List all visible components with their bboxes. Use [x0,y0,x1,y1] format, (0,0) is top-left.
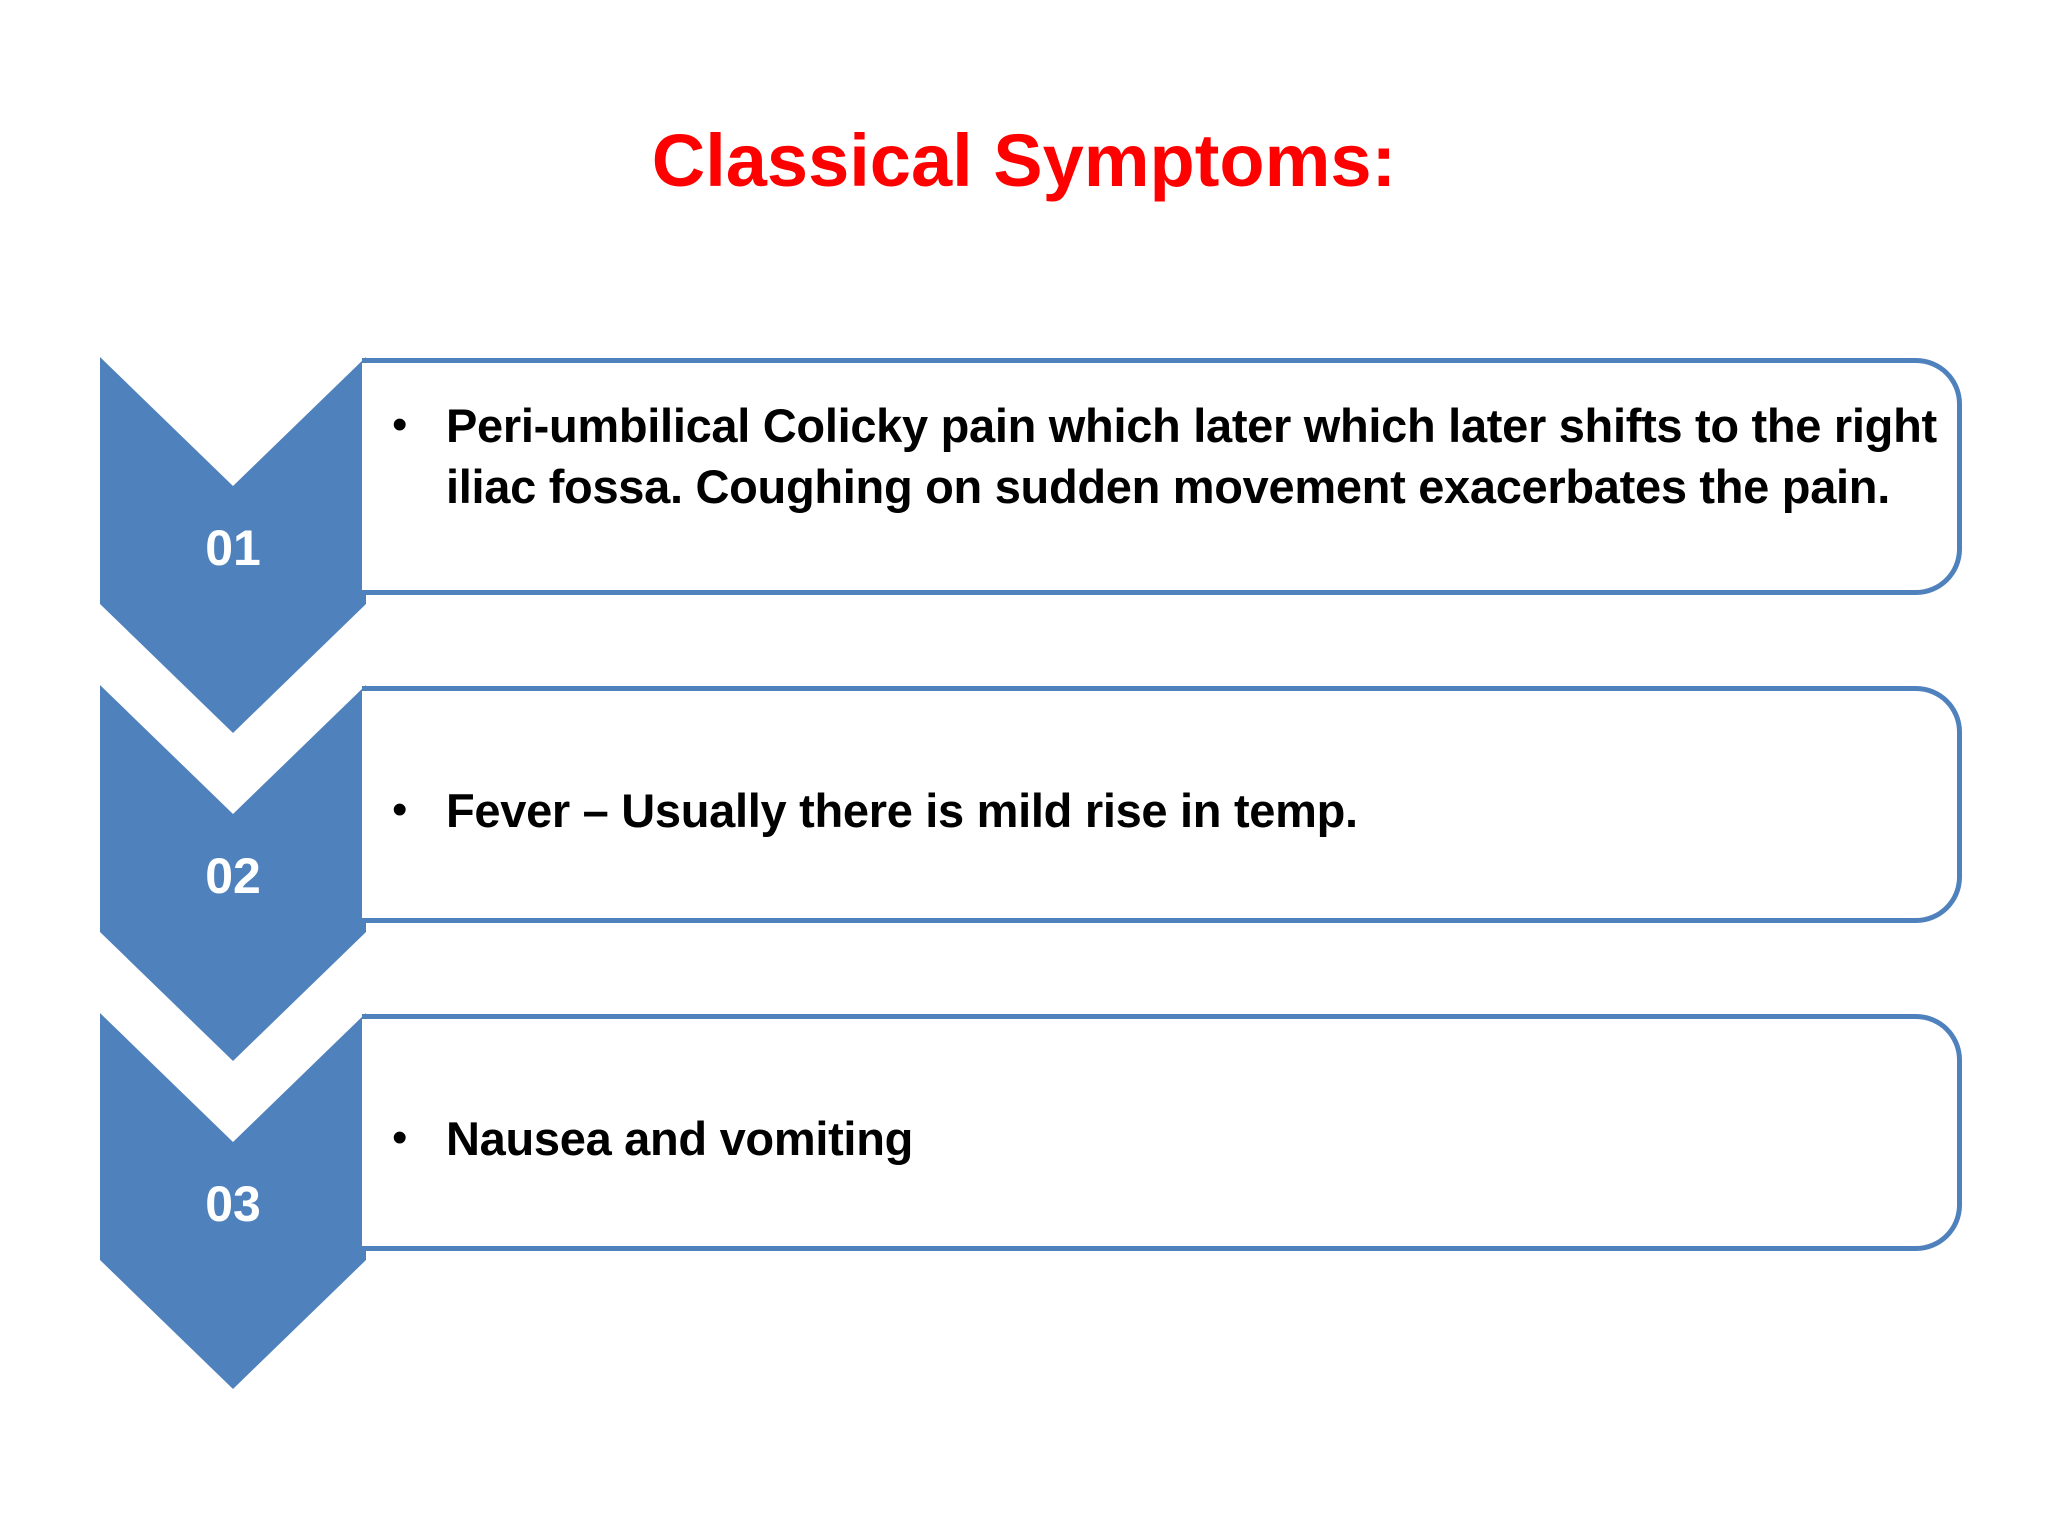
step-1-number: 01 [205,520,261,576]
step-1-text: Peri-umbilical Colicky pain which later which later shifts to the right iliac fossa. Coughing on sudden movement exacerbates the pain. [446,399,1937,513]
step-2-bullet: • [392,785,408,834]
step-1-bullet: • [392,400,408,449]
step-2-number: 02 [205,848,261,904]
step-3-card [362,1014,1962,1251]
step-2-card [362,686,1962,923]
step-2-text: Fever – Usually there is mild rise in temp. [446,784,1358,837]
step-1-card [362,358,1962,595]
step-3-text: Nausea and vomiting [446,1112,914,1165]
step-3-number: 03 [205,1176,261,1232]
slide-title: Classical Symptoms: [651,119,1397,202]
step-3-bullet: • [392,1113,408,1162]
